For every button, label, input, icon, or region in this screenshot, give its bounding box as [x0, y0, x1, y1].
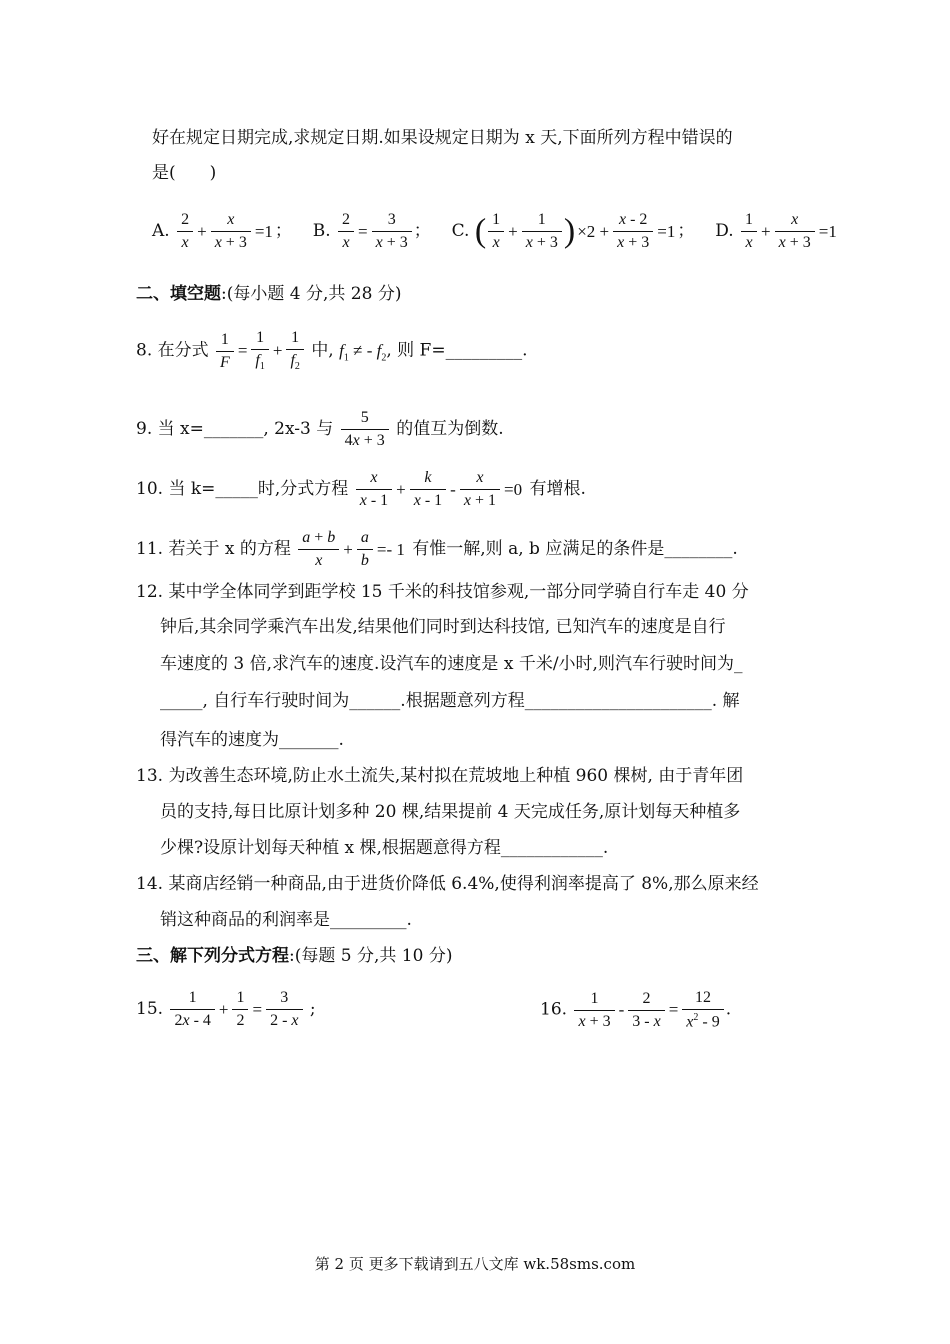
q7-options	[152, 212, 839, 251]
question-8: 8. 在分式 $\frac{1}{F}$ = $\frac{1}{f_1}$ + $\frac{1}{f_2}$ 中, $f_1$ ≠ - $f_2$, 则 F=_________.	[136, 329, 528, 373]
option-b: B. $\frac{2}{x}$ = $\frac{3}{x + 3}$ ；	[312, 211, 437, 251]
question-16: 16. $\frac{1}{x + 3}$ - $\frac{2}{3 - x}$ = $\frac{12}{x^2 - 9}$ .	[540, 989, 732, 1031]
question-12-line2: 钟后,其余同学乘汽车出发,结果他们同时到达科技馆, 已知汽车的速度是自行	[160, 617, 726, 637]
question-12-line1: 12. 某中学全体同学到距学校 15 千米的科技馆参观,一部分同学骑自行车走 40 分	[136, 582, 749, 602]
option-d: D. $\frac{1}{x}$ + $\frac{x}{x + 3}$ =1	[715, 211, 837, 251]
section3-heading: 三、解下列分式方程:(每题 5 分,共 10 分)	[136, 946, 453, 966]
question-9: 9. 当 x=_______, 2x-3 与 $\frac{5}{4x + 3}$ 的值互为倒数.	[136, 409, 504, 449]
question-15: 15. $\frac{1}{2x - 4}$ + $\frac{1}{2}$ = $\frac{3}{2 - x}$ ;	[136, 989, 316, 1029]
q7-line2: 是( )	[152, 163, 217, 183]
question-12-line3: 车速度的 3 倍,求汽车的速度.设汽车的速度是 x 千米/小时,则汽车行驶时间为_	[160, 654, 743, 674]
question-13-line2: 员的支持,每日比原计划多种 20 棵,结果提前 4 天完成任务,原计划每天种植多	[160, 802, 741, 822]
question-11: 11. 若关于 x 的方程 $\frac{a + b}{x}$ + $\frac{a}{b}$ =- 1 有惟一解,则 a, b 应满足的条件是________.	[136, 529, 738, 569]
question-14-line1: 14. 某商店经销一种商品,由于进货价降低 6.4%,使得利润率提高了 8%,那么原来经	[136, 874, 759, 894]
question-13-line3: 少棵?设原计划每天种植 x 棵,根据题意得方程____________.	[160, 838, 609, 858]
page-footer: 第 2 页 更多下载请到五八文库 wk.58sms.com	[314, 1255, 636, 1273]
q7-line1: 好在规定日期完成,求规定日期.如果设规定日期为 x 天,下面所列方程中错误的	[152, 128, 733, 148]
question-14-line2: 销这种商品的利润率是_________.	[160, 910, 412, 930]
option-a: A. $\frac{2}{x}$ + $\frac{x}{x + 3}$ =1 ；	[152, 211, 298, 251]
question-13-line1: 13. 为改善生态环境,防止水土流失,某村拟在荒坡地上种植 960 棵树, 由于青年团	[136, 766, 744, 786]
question-12-line5: 得汽车的速度为_______.	[160, 730, 344, 750]
question-12-line4: _____, 自行车行驶时间为______.根据题意列方程______________________. 解	[160, 691, 740, 711]
question-10: 10. 当 k=_____时,分式方程 $\frac{x}{x - 1}$ + $\frac{k}{x - 1}$ - $\frac{x}{x + 1}$ =0 有增根.	[136, 469, 586, 509]
section2-heading: 二、填空题:(每小题 4 分,共 28 分)	[136, 284, 402, 304]
option-c: C. ( $\frac{1}{x}$ + $\frac{1}{x + 3}$ ) ×2 + $\frac{x - 2}{x + 3}$ =1 ；	[451, 211, 700, 251]
